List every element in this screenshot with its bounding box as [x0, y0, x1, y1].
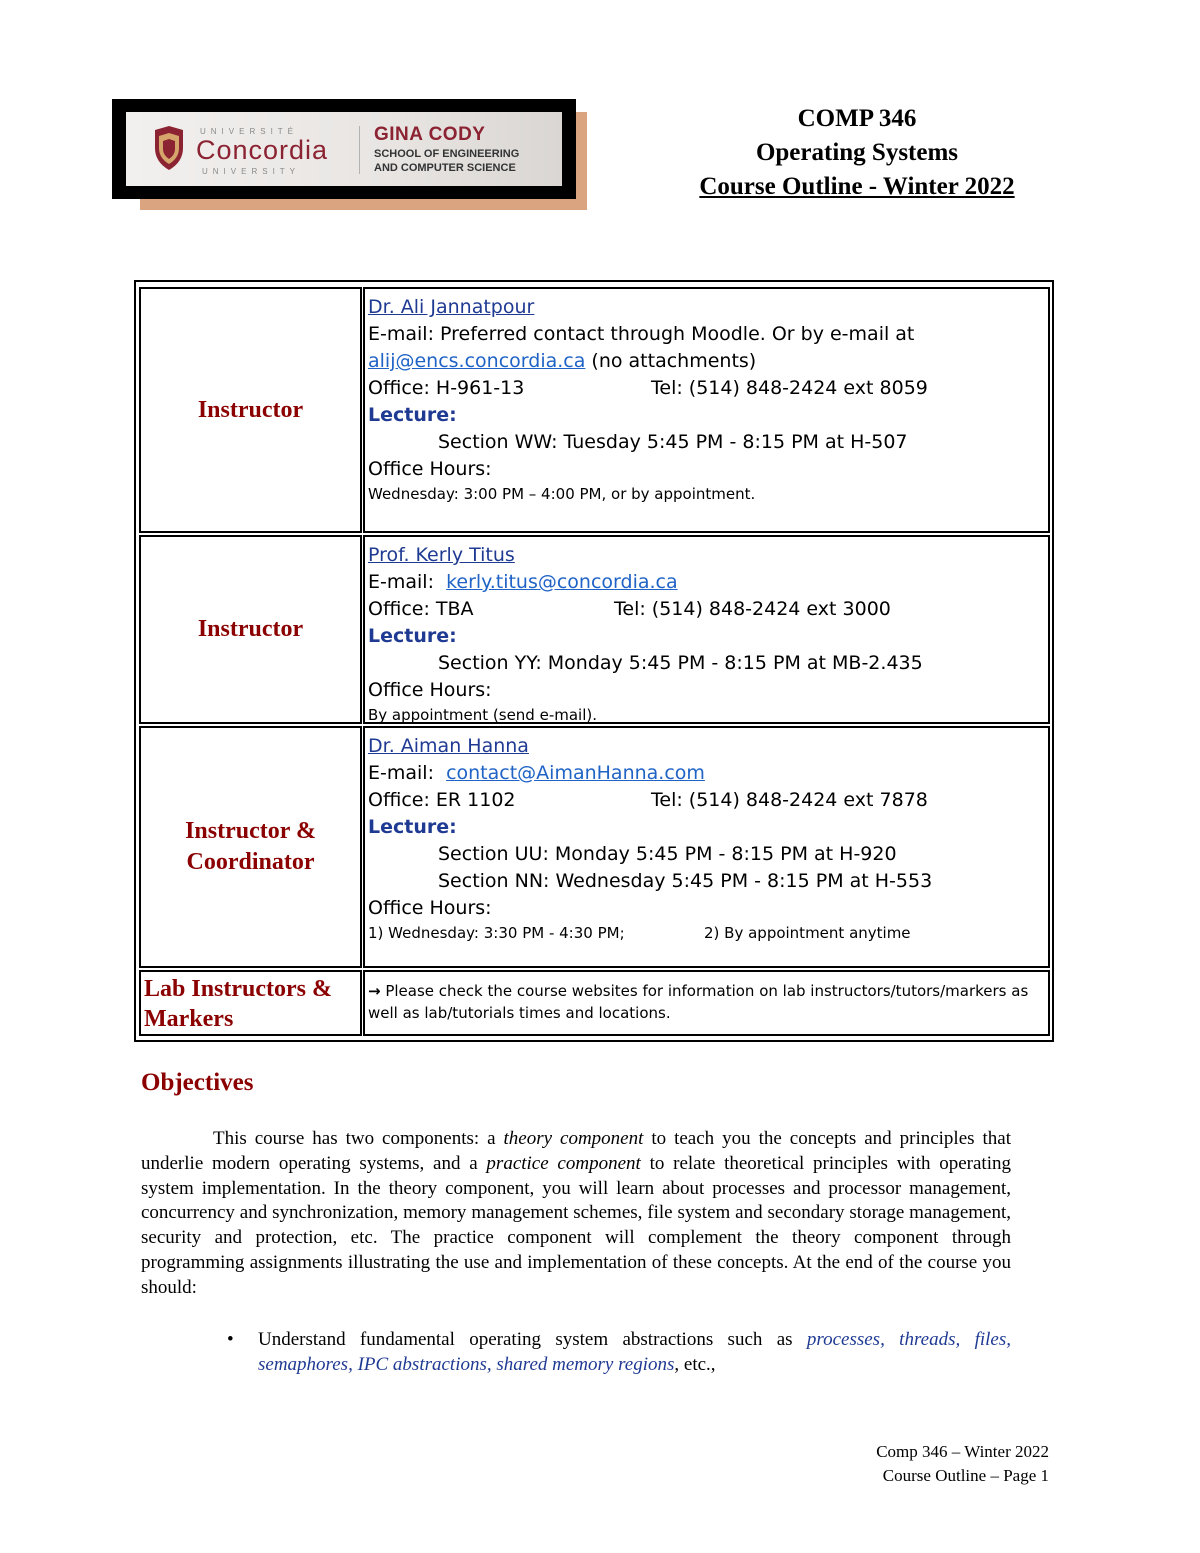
para-text-a: This course has two components: a [213, 1128, 504, 1149]
tel-text: Tel: (514) 848-2424 ext 7878 [651, 789, 928, 811]
office-hours-text: By appointment (send e-mail). [368, 706, 597, 724]
role-cell-lab [139, 970, 362, 1036]
objectives-heading: Objectives [141, 1069, 254, 1096]
lecture-label: Lecture: [368, 625, 457, 647]
lecture-section-2: Section NN: Wednesday 5:45 PM - 8:15 PM at H-553 [438, 870, 933, 892]
role-cell-3 [139, 726, 362, 968]
concordia-shield-icon [154, 126, 184, 170]
email-line: E-mail: Preferred contact through Moodle. Or by e-mail at [368, 323, 915, 345]
list-item [225, 1328, 1011, 1378]
logo-school-title: GINA CODY [374, 124, 486, 145]
lecture-label: Lecture: [368, 816, 457, 838]
objectives-paragraph [141, 1127, 1011, 1301]
logo-university-top: UNIVERSITÉ [200, 127, 299, 136]
instructor-name-link[interactable]: Dr. Aiman Hanna [368, 735, 529, 757]
office-text: Office: H-961-13 [368, 377, 525, 399]
bullet-terms: processes, threads, files, semaphores, IPC abstractions, shared memory regions [258, 1329, 1011, 1375]
role-label-line1: Instructor & [185, 818, 316, 844]
logo-school-line1: SCHOOL OF ENGINEERING [374, 148, 520, 160]
bullet-icon: • [227, 1329, 234, 1350]
course-code: COMP 346 [797, 105, 917, 132]
office-hours-1: 1) Wednesday: 3:30 PM - 4:30 PM; [368, 924, 625, 942]
role-label: Instructor [197, 616, 304, 642]
instructor-info-3 [363, 726, 1050, 968]
bullet-text-b: , etc., [674, 1353, 716, 1375]
role-cell-2 [139, 535, 362, 724]
email-prefix: E-mail: [368, 571, 447, 593]
instructor-info-1 [363, 287, 1050, 533]
course-name: Operating Systems [755, 139, 959, 166]
tel-text: Tel: (514) 848-2424 ext 8059 [651, 377, 928, 399]
office-hours-text: Wednesday: 3:00 PM – 4:00 PM, or by appointment. [368, 485, 756, 503]
email-prefix: E-mail: [368, 762, 447, 784]
lecture-section: Section WW: Tuesday 5:45 PM - 8:15 PM at H-507 [438, 431, 908, 453]
logo-banner [126, 112, 562, 186]
bullet-text-a: Understand fundamental operating system abstractions such as [258, 1329, 807, 1350]
logo-divider [359, 126, 360, 174]
office-text: Office: TBA [368, 598, 474, 620]
para-text-b: to teach you the concepts and principles that underlie modern operating systems, and a [141, 1128, 1011, 1174]
instructor-table [134, 280, 1054, 1042]
instructor-name-link[interactable]: Prof. Kerly Titus [368, 544, 515, 566]
arrow-right-icon: → [368, 982, 381, 1000]
outline-title: Course Outline - Winter 2022 [699, 173, 1015, 200]
instructor-name-link[interactable]: Dr. Ali Jannatpour [368, 296, 535, 318]
lab-role-line1: Lab Instructors & [144, 976, 333, 1002]
office-hours-label: Office Hours: [368, 679, 492, 701]
objectives-list [225, 1328, 1011, 1378]
lecture-label: Lecture: [368, 404, 457, 426]
page-footer [800, 1440, 1049, 1488]
email-link[interactable]: contact@AimanHanna.com [446, 762, 705, 784]
theory-term: theory component [503, 1128, 644, 1149]
logo-university-name: Concordia [196, 135, 329, 165]
office-text: Office: ER 1102 [368, 789, 516, 811]
role-label-line2: Coordinator [186, 849, 315, 875]
footer-line1: Comp 346 – Winter 2022 [876, 1442, 1049, 1461]
email-link[interactable]: kerly.titus@concordia.ca [446, 571, 678, 593]
lab-info [363, 970, 1050, 1036]
lecture-section-1: Section UU: Monday 5:45 PM - 8:15 PM at H-920 [438, 843, 897, 865]
logo-school-line2: AND COMPUTER SCIENCE [374, 162, 516, 174]
course-header [660, 102, 1054, 204]
office-hours-label: Office Hours: [368, 458, 492, 480]
practice-term: practice component [486, 1152, 641, 1174]
lecture-section: Section YY: Monday 5:45 PM - 8:15 PM at MB-2.435 [438, 652, 923, 674]
logo-university-bottom: UNIVERSITY [202, 167, 301, 176]
para-text-c: to relate theoretical principles with operating system implementation. In the theory component, you will learn about processes and processor management, concurrency and synchronization, memory management schemes, file system and secondary storage management, security and protection, etc. The practice component will complement the theory component through programming assignments illustrating the use and implementation of these concepts. At the end of the course you should: [141, 1152, 1011, 1298]
office-hours-2: 2) By appointment anytime [704, 924, 911, 942]
office-hours-label: Office Hours: [368, 897, 492, 919]
footer-line2: Course Outline – Page 1 [882, 1466, 1049, 1485]
email-link[interactable]: alij@encs.concordia.ca [368, 350, 586, 372]
lab-role-line2: Markers [144, 1006, 234, 1032]
tel-text: Tel: (514) 848-2424 ext 3000 [614, 598, 891, 620]
role-label: Instructor [197, 396, 304, 423]
email-note: (no attachments) [585, 350, 757, 372]
lab-info-text: Please check the course websites for information on lab instructors/tutors/markers as well as lab/tutorials times and locations. [368, 982, 1029, 1022]
instructor-info-2 [363, 535, 1050, 724]
role-cell-1 [139, 287, 362, 533]
